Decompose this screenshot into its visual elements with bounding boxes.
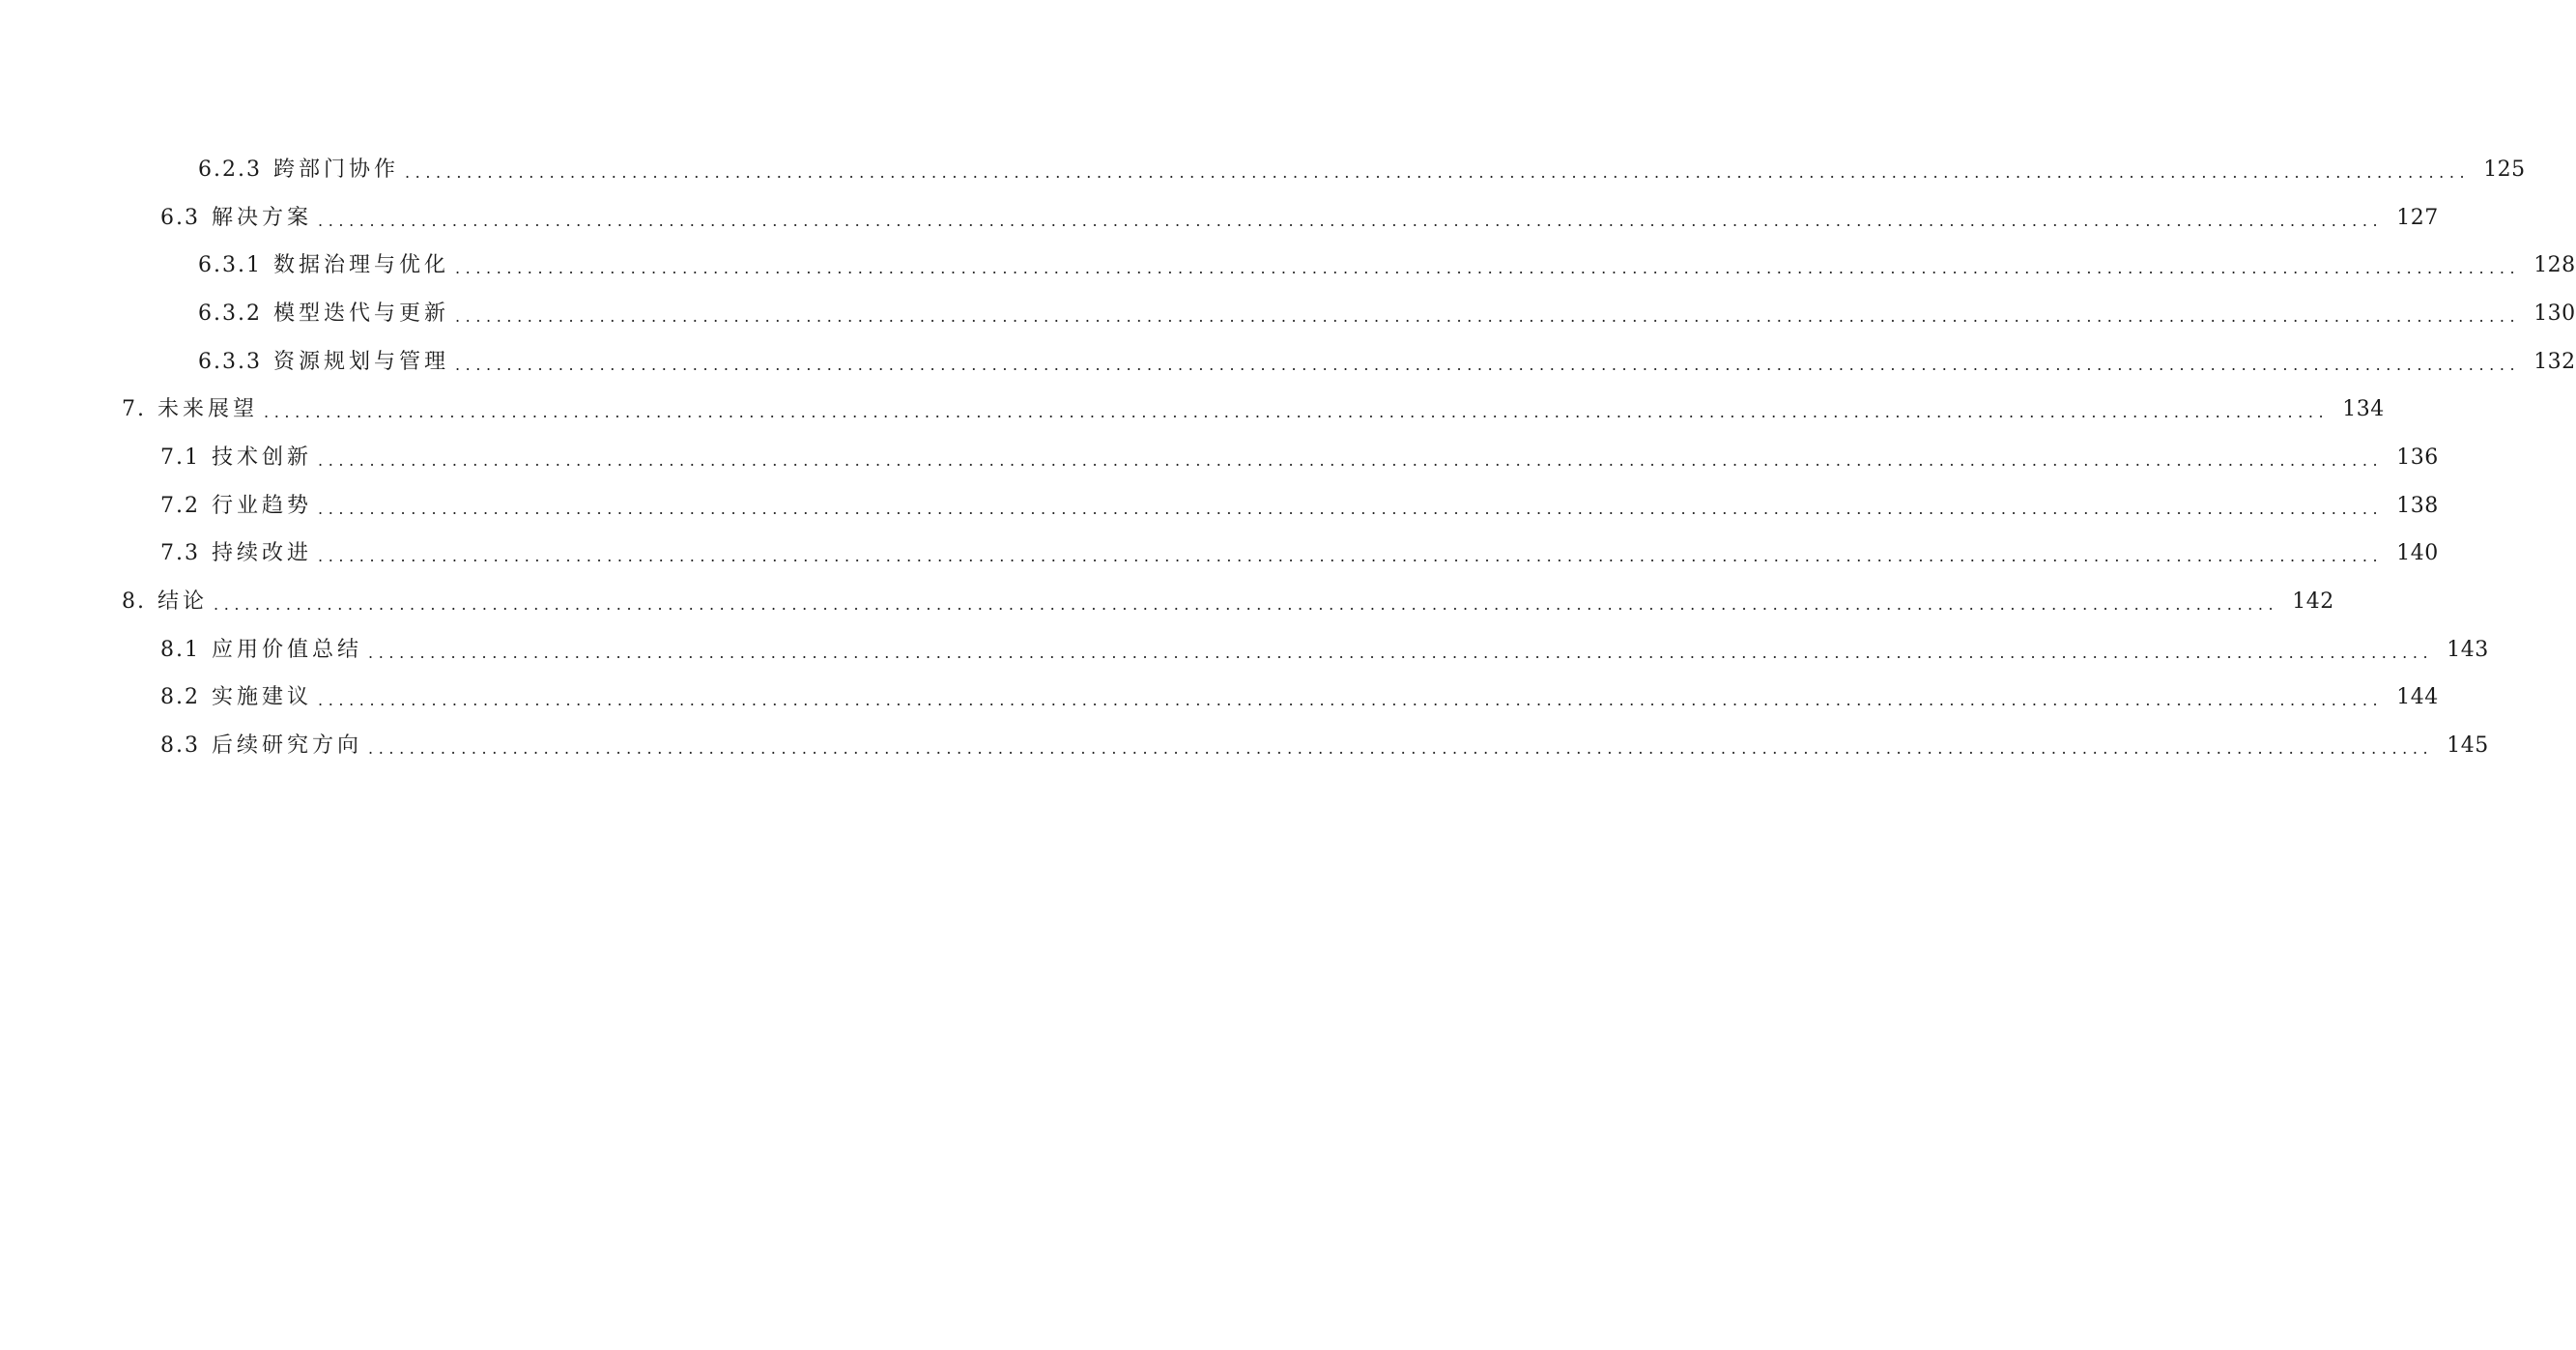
dot-leader: ........................................................................................................................................................................................................ [318,691,2384,710]
toc-entry [0,675,2439,723]
toc-entry-page: 138 [2396,493,2439,518]
dot-leader: ........................................................................................................................................................................................................ [368,739,2434,759]
toc-entry [0,146,2526,194]
toc-entry-number: 6.2.3 [198,157,262,182]
toc-entry [0,338,2576,387]
toc-entry-page: 130 [2533,301,2576,326]
toc-entry-number: 6.3.2 [198,301,262,326]
dot-leader: ........................................................................................................................................................................................................ [455,306,2521,326]
toc-entry-title: 结论 [157,589,209,615]
toc-entry [0,242,2576,290]
toc-entry-number: 8.2 [160,685,200,710]
toc-entry-title: 模型迭代与更新 [272,301,449,326]
toc-entry-page: 143 [2447,637,2489,662]
toc-entry-number: 7.3 [160,541,200,566]
toc-entry-number: 8.1 [160,637,200,662]
toc-entry-title: 资源规划与管理 [272,349,449,374]
dot-leader: ........................................................................................................................................................................................................ [405,162,2471,182]
toc-entry-title: 数据治理与优化 [272,253,449,278]
dot-leader: ........................................................................................................................................................................................................ [455,259,2521,278]
table-of-contents [0,146,2576,770]
dot-leader: ........................................................................................................................................................................................................ [318,450,2384,470]
dot-leader: ........................................................................................................................................................................................................ [368,643,2434,662]
toc-entry-page: 128 [2533,253,2576,278]
toc-entry-page: 132 [2533,349,2576,374]
toc-entry-number: 6.3.1 [198,253,262,278]
toc-entry-page: 125 [2483,157,2526,182]
toc-entry [0,531,2439,579]
toc-entry-page: 144 [2396,685,2439,710]
toc-entry-page: 142 [2292,589,2334,615]
dot-leader: ........................................................................................................................................................................................................ [318,547,2384,566]
toc-entry-title: 行业趋势 [212,493,313,518]
toc-entry-title: 应用价值总结 [212,637,363,662]
dot-leader: ........................................................................................................................................................................................................ [264,403,2330,422]
toc-entry [0,626,2489,675]
toc-entry-title: 持续改进 [212,541,313,566]
toc-entry-number: 8. [122,589,146,615]
toc-entry [0,434,2439,482]
dot-leader: ........................................................................................................................................................................................................ [214,595,2279,615]
toc-entry-page: 127 [2396,205,2439,230]
toc-entry-number: 7.1 [160,445,200,470]
toc-entry-title: 实施建议 [212,685,313,710]
toc-entry-title: 未来展望 [157,397,259,422]
toc-entry [0,482,2439,531]
toc-entry [0,722,2489,770]
toc-entry-page: 140 [2396,541,2439,566]
toc-entry-page: 134 [2342,397,2385,422]
dot-leader: ........................................................................................................................................................................................................ [318,499,2384,518]
toc-entry-number: 7.2 [160,493,200,518]
toc-entry-page: 145 [2447,733,2489,759]
toc-entry-title: 技术创新 [212,445,313,470]
toc-entry [0,386,2385,434]
toc-entry-title: 后续研究方向 [212,733,363,759]
toc-entry-title: 解决方案 [212,205,313,230]
toc-entry [0,194,2439,243]
toc-entry [0,290,2576,338]
toc-entry-number: 8.3 [160,733,200,759]
toc-entry-number: 6.3.3 [198,349,262,374]
toc-entry-page: 136 [2396,445,2439,470]
dot-leader: ........................................................................................................................................................................................................ [455,355,2521,374]
dot-leader: ........................................................................................................................................................................................................ [318,211,2384,230]
toc-entry-title: 跨部门协作 [272,157,399,182]
toc-entry-number: 6.3 [160,205,200,230]
toc-entry-number: 7. [122,397,146,422]
toc-entry [0,578,2334,626]
